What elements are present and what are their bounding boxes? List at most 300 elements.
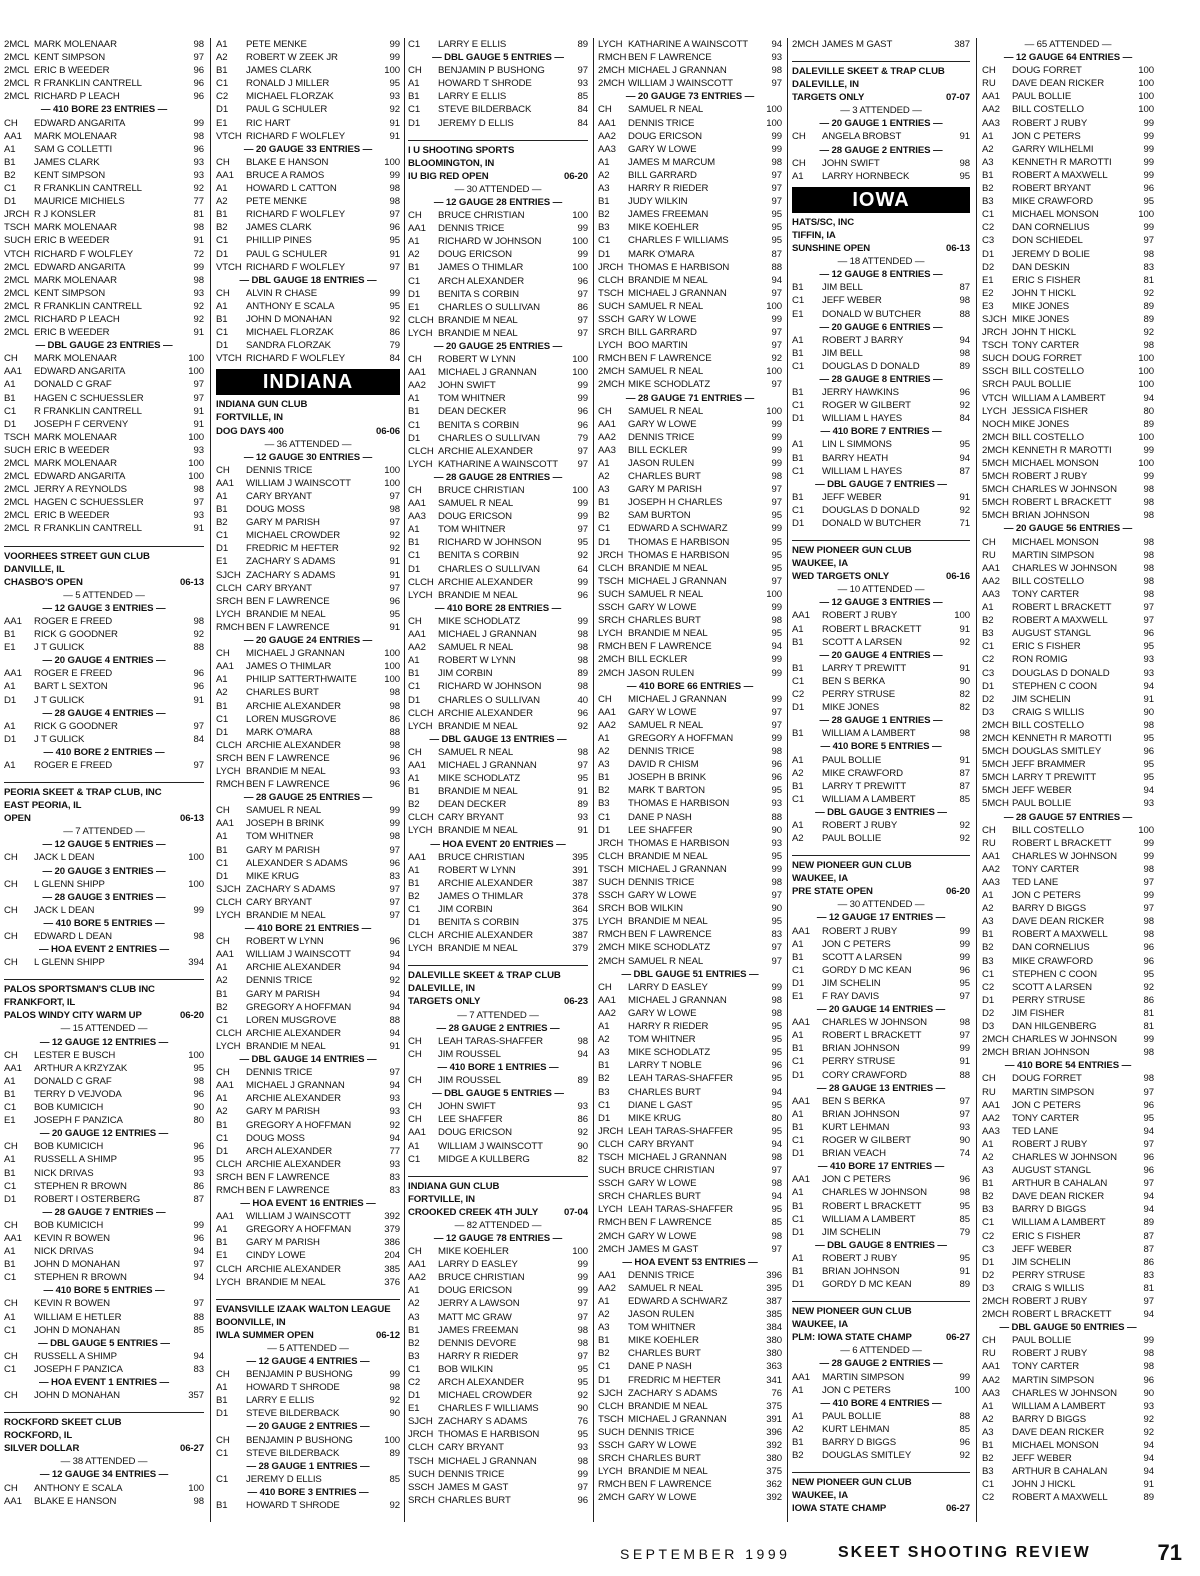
club-location: BOONVILLE, IN — [216, 1316, 286, 1328]
result-row — [982, 221, 1154, 234]
class-code: D1 — [408, 1390, 421, 1402]
class-code: SSCH — [598, 602, 625, 614]
shooter-name: KENNETH R MAROTTI — [1012, 732, 1112, 744]
class-code: D1 — [216, 1408, 229, 1420]
event-row — [792, 714, 970, 727]
score: 94 — [1143, 785, 1154, 797]
shooter-name: DOUG FORRET — [1012, 1073, 1082, 1085]
result-row — [982, 876, 1154, 889]
result-row — [598, 1007, 782, 1020]
result-row — [216, 1079, 400, 1092]
shooter-name: HOWARD L CATTON — [246, 183, 337, 195]
class-code: D2 — [982, 1007, 995, 1019]
event-row — [216, 1486, 400, 1499]
shooter-name: MICHAEL J GRANNAN — [628, 575, 727, 587]
shooter-name: GARY W LOWE — [628, 1440, 697, 1452]
class-code: AA1 — [792, 1095, 810, 1107]
shooter-name: CARY BRYANT — [438, 812, 504, 824]
event-header: — 28 GAUGE 8 ENTRIES — — [819, 373, 943, 385]
result-row — [982, 784, 1154, 797]
class-code: TSCH — [598, 575, 624, 587]
score: 100 — [384, 1434, 400, 1446]
result-row — [216, 1066, 400, 1079]
score: 97 — [193, 392, 204, 404]
result-row — [4, 143, 204, 156]
score: 98 — [1143, 588, 1154, 600]
class-code: CLCH — [598, 1400, 624, 1412]
score: 91 — [193, 327, 204, 339]
result-row — [598, 77, 782, 90]
class-code: B3 — [598, 798, 610, 810]
shooter-name: RICHARD W JOHNSON — [438, 236, 542, 248]
score: 100 — [572, 262, 588, 274]
score: 96 — [959, 1174, 970, 1186]
class-code: CLCH — [408, 707, 434, 719]
class-code: B1 — [982, 929, 994, 941]
shooter-name: J T GULICK — [34, 642, 85, 654]
result-row — [792, 964, 970, 977]
shooter-name: J T GULICK — [34, 694, 85, 706]
result-row — [4, 313, 204, 326]
class-code: 2MCL — [4, 327, 30, 339]
event-header: — 20 GAUGE 56 ENTRIES — — [1003, 523, 1133, 535]
result-row — [4, 1219, 204, 1232]
result-row — [598, 850, 782, 863]
score: 91 — [389, 621, 400, 633]
score: 97 — [771, 183, 782, 195]
score: 99 — [771, 667, 782, 679]
score: 98 — [1143, 1348, 1154, 1360]
attendance: — 30 ATTENDED — — [837, 899, 925, 911]
result-row — [982, 968, 1154, 981]
result-row — [982, 1387, 1154, 1400]
result-row — [4, 733, 204, 746]
result-row — [792, 925, 970, 938]
class-code: AA2 — [598, 719, 616, 731]
score: 98 — [577, 1455, 588, 1467]
club-location: DALEVILLE, IN — [408, 983, 475, 995]
shooter-name: SAMUEL R NEAL — [438, 642, 514, 654]
result-row — [982, 248, 1154, 261]
class-code: AA1 — [4, 366, 22, 378]
shooter-name: BRANDIE M NEAL — [246, 608, 326, 620]
class-code: A3 — [408, 1311, 420, 1323]
class-code: C1 — [598, 523, 611, 535]
class-code: JRCH — [598, 1125, 624, 1137]
class-code: 2MCH — [982, 732, 1009, 744]
result-row — [982, 1256, 1154, 1269]
shoot-name: WED TARGETS ONLY — [792, 571, 890, 583]
score: 98 — [1143, 916, 1154, 928]
event-row — [792, 425, 970, 438]
shooter-name: MATT MC GRAW — [438, 1311, 512, 1323]
shooter-name: GARY W LOWE — [628, 1492, 697, 1504]
score: 96 — [577, 419, 588, 431]
result-row — [982, 195, 1154, 208]
class-code: JRCH — [408, 1429, 434, 1441]
score: 87 — [1143, 1230, 1154, 1242]
class-code: B1 — [982, 1440, 994, 1452]
shooter-name: MICHAEL FLORZAK — [246, 91, 334, 103]
event-header: — 28 GAUGE 2 ENTRIES — — [819, 144, 943, 156]
result-row — [598, 509, 782, 522]
shooter-name: JIM FISHER — [1012, 1007, 1065, 1019]
club-name: VOORHEES STREET GUN CLUB — [4, 546, 204, 563]
result-row — [598, 732, 782, 745]
score: 98 — [1143, 562, 1154, 574]
class-code: C1 — [792, 465, 805, 477]
class-code: RMCH — [598, 353, 627, 365]
result-row — [408, 654, 588, 667]
shooter-name: PAUL G SCHULER — [246, 104, 328, 116]
score: 97 — [577, 65, 588, 77]
score: 100 — [384, 156, 400, 168]
class-code: SJCH — [598, 1387, 623, 1399]
result-row — [792, 1095, 970, 1108]
result-row — [4, 248, 204, 261]
event-header: — DBL GAUGE 8 ENTRIES — — [815, 1239, 947, 1251]
shooter-name: LEE SHAFFER — [438, 1114, 503, 1126]
score: 97 — [1143, 877, 1154, 888]
shooter-name: BARRY D BIGGS — [1012, 903, 1087, 915]
shooter-name: ANGELA BROBST — [822, 131, 902, 143]
attendance-row — [4, 825, 204, 838]
shoot-name: IU BIG RED OPEN — [408, 170, 489, 182]
class-code: E1 — [4, 642, 16, 654]
event-header: — 20 GAUGE 24 ENTRIES — — [243, 635, 373, 647]
shoot-date: 06-13 — [179, 576, 204, 588]
class-code: E3 — [982, 300, 994, 312]
shooter-name: R J KONSLER — [34, 209, 96, 221]
shoot-date: 06-13 — [179, 813, 204, 825]
result-row — [792, 1200, 970, 1213]
result-row — [982, 208, 1154, 221]
result-row — [216, 208, 400, 221]
class-code: CH — [408, 1101, 422, 1113]
result-row — [792, 130, 970, 143]
result-row — [598, 169, 782, 182]
result-row — [598, 1387, 782, 1400]
shooter-name: JEFF WEBER — [1012, 785, 1072, 797]
score: 99 — [1143, 1335, 1154, 1347]
attendance-row — [408, 1219, 588, 1232]
event-row — [216, 1197, 400, 1210]
result-row — [598, 1230, 782, 1243]
class-code: A1 — [982, 1138, 994, 1150]
class-code: AA1 — [4, 1232, 22, 1244]
class-code: LYCH — [598, 916, 623, 928]
score: 98 — [577, 655, 588, 667]
result-row — [4, 1245, 204, 1258]
score: 98 — [1143, 510, 1154, 522]
class-code: A1 — [216, 1382, 228, 1394]
shooter-name: HAGEN C SCHUESSLER — [34, 497, 144, 509]
score: 90 — [577, 1403, 588, 1415]
shooter-name: MICHAEL J GRANNAN — [628, 1413, 727, 1425]
class-code: A2 — [598, 1034, 610, 1046]
shooter-name: RUSSELL A SHIMP — [34, 1350, 117, 1362]
shooter-name: LARRY T PREWITT — [1012, 772, 1097, 784]
result-row — [4, 628, 204, 641]
shooter-name: ZACHARY S ADAMS — [246, 556, 336, 568]
shooter-name: GARY W LOWE — [628, 706, 697, 718]
score: 98 — [193, 615, 204, 627]
score: 97 — [1143, 903, 1154, 915]
shooter-name: ARCHIE ALEXANDER — [438, 445, 533, 457]
score: 95 — [771, 1099, 782, 1111]
score: 85 — [959, 1423, 970, 1435]
shooter-name: MICHAEL J GRANNAN — [438, 759, 537, 771]
score: 91 — [193, 418, 204, 430]
result-row — [408, 916, 588, 929]
class-code: SUCH — [408, 1468, 435, 1480]
score: 100 — [572, 210, 588, 222]
score: 95 — [771, 549, 782, 561]
result-row — [598, 1308, 782, 1321]
shooter-name: BENITA S CORBIN — [438, 288, 519, 300]
shooter-name: L GLENN SHIPP — [34, 878, 105, 890]
shooter-name: BARRY HEATH — [822, 452, 889, 464]
shooter-name: BENITA S CORBIN — [438, 550, 519, 562]
score: 96 — [193, 1232, 204, 1244]
result-row — [408, 353, 588, 366]
shooter-name: TOM WHITNER — [438, 524, 506, 536]
class-code: B2 — [982, 615, 994, 627]
class-code: B1 — [408, 91, 420, 103]
shooter-name: SAMUEL R NEAL — [246, 805, 322, 817]
class-code: A1 — [792, 1410, 804, 1422]
class-code: TSCH — [598, 287, 624, 299]
score: 387 — [572, 877, 588, 889]
class-code: CH — [4, 1350, 18, 1362]
shooter-name: DOUG ERICSON — [438, 511, 512, 523]
score: 89 — [389, 1447, 400, 1459]
score: 99 — [1143, 1034, 1154, 1046]
result-row — [598, 326, 782, 339]
result-row — [982, 64, 1154, 77]
result-row — [4, 117, 204, 130]
result-row — [982, 365, 1154, 378]
score: 99 — [389, 818, 400, 830]
shooter-name: JEREMY D ELLIS — [438, 117, 514, 129]
class-code: LYCH — [408, 720, 433, 732]
shooter-name: ARCHIE ALEXANDER — [246, 962, 341, 974]
shooter-name: MICHAEL J GRANNAN — [628, 994, 727, 1006]
shooter-name: MIKE KOEHLER — [438, 1246, 509, 1258]
event-row — [4, 1376, 204, 1389]
score: 387 — [766, 1296, 782, 1307]
result-row — [598, 470, 782, 483]
result-row — [216, 700, 400, 713]
result-row — [598, 1138, 782, 1151]
class-code: C1 — [408, 39, 421, 50]
score: 100 — [188, 431, 204, 443]
shoot-date: 06-20 — [563, 170, 588, 182]
event-row — [598, 392, 782, 405]
shoot-name: PLM: IOWA STATE CHAMP — [792, 1332, 912, 1344]
class-code: A3 — [982, 1426, 994, 1438]
shooter-name: MARK MOLENAAR — [34, 458, 117, 469]
result-row — [598, 195, 782, 208]
score: 94 — [577, 1048, 588, 1060]
shooter-name: SAMUEL R NEAL — [628, 1282, 704, 1294]
shooter-name: JASON RULEN — [628, 667, 695, 679]
result-row — [598, 955, 782, 968]
class-code: D1 — [408, 917, 421, 929]
event-header: — 20 GAUGE 25 ENTRIES — — [433, 340, 563, 352]
class-code: CH — [792, 157, 806, 169]
shooter-name: CHARLES W JOHNSON — [1012, 1151, 1117, 1163]
score: 97 — [959, 991, 970, 1002]
score: 95 — [771, 916, 782, 928]
class-code: A3 — [598, 759, 610, 771]
score: 95 — [771, 222, 782, 234]
class-code: CH — [216, 1434, 230, 1446]
event-header: — DBL GAUGE 50 ENTRIES — — [999, 1322, 1137, 1334]
shooter-name: BRIAN JOHNSON — [822, 1108, 900, 1120]
score: 92 — [959, 504, 970, 516]
result-row — [792, 623, 970, 636]
shooter-name: ALEXANDER S ADAMS — [246, 857, 348, 869]
result-row — [216, 726, 400, 739]
event-header: — DBL GAUGE 5 ENTRIES — — [432, 1088, 564, 1100]
result-row — [982, 392, 1154, 405]
score: 98 — [389, 183, 400, 195]
result-row — [216, 935, 400, 948]
result-row — [598, 287, 782, 300]
results-column-6 — [982, 38, 1154, 1505]
class-code: VTCH — [982, 392, 1008, 404]
attendance-row — [216, 438, 400, 451]
shooter-name: DENNIS TRICE — [628, 117, 695, 129]
shooter-name: BRANDIE M NEAL — [438, 943, 518, 955]
class-code: 2MCH — [982, 1034, 1009, 1046]
score: 99 — [959, 1371, 970, 1383]
result-row — [4, 1114, 204, 1127]
shooter-name: CHARLES W JOHNSON — [1012, 1387, 1117, 1399]
score: 95 — [771, 1047, 782, 1059]
class-code: 2MCL — [4, 484, 30, 496]
score: 91 — [389, 248, 400, 260]
class-code: CLCH — [408, 1442, 434, 1454]
class-code: CLCH — [598, 1138, 624, 1150]
club-location: FRANKFORT, IL — [4, 997, 76, 1009]
shooter-name: DONALD C GRAF — [34, 1075, 112, 1087]
shoot-date: 06-27 — [179, 1443, 204, 1455]
score: 94 — [771, 1086, 782, 1098]
result-row — [982, 562, 1154, 575]
class-code: CH — [598, 405, 612, 417]
score: 99 — [771, 458, 782, 469]
class-code: AA1 — [792, 1371, 810, 1383]
shooter-name: JAMES M GAST — [822, 39, 893, 50]
shooter-name: DAN CORNELIUS — [1012, 222, 1090, 234]
shooter-name: STEVE BILDERBACK — [246, 1408, 340, 1420]
class-code: 2MCH — [598, 1230, 625, 1242]
score: 378 — [572, 890, 588, 902]
score: 95 — [389, 608, 400, 620]
result-row — [792, 334, 970, 347]
shooter-name: MARTIN SIMPSON — [1012, 549, 1095, 561]
score: 83 — [389, 870, 400, 882]
score: 95 — [389, 78, 400, 90]
result-row — [598, 1282, 782, 1295]
shooter-name: KATHARINE A WAINSCOTT — [628, 39, 748, 50]
result-row — [982, 732, 1154, 745]
score: 92 — [1143, 1413, 1154, 1425]
result-row — [216, 817, 400, 830]
class-code: D1 — [4, 1193, 17, 1205]
event-row — [408, 602, 588, 615]
score: 99 — [959, 925, 970, 937]
shoot-date: 06-13 — [945, 243, 970, 255]
result-row — [4, 287, 204, 300]
result-row — [982, 850, 1154, 863]
result-row — [4, 522, 204, 535]
shooter-name: CHARLES BURT — [246, 687, 319, 699]
event-header: — HOA EVENT 20 ENTRIES — — [430, 838, 566, 850]
class-code: B3 — [408, 1350, 420, 1362]
result-row — [792, 294, 970, 307]
result-row — [598, 1190, 782, 1203]
result-row — [408, 1481, 588, 1494]
score: 97 — [771, 497, 782, 509]
club-name: DALEVILLE SKEET & TRAP CLUB — [408, 965, 588, 982]
score: 95 — [577, 773, 588, 785]
shooter-name: RICHARD P LEACH — [34, 91, 120, 103]
score: 92 — [193, 183, 204, 195]
score: 81 — [193, 209, 204, 221]
class-code: CLCH — [216, 1263, 242, 1275]
event-row — [216, 1355, 400, 1368]
score: 96 — [1143, 955, 1154, 967]
shooter-name: LARRY E ELLIS — [438, 39, 507, 50]
result-row — [408, 1048, 588, 1061]
result-row — [216, 90, 400, 103]
result-row — [598, 431, 782, 444]
result-row — [408, 1494, 588, 1507]
result-row — [4, 169, 204, 182]
shooter-name: KEVIN R BOWEN — [34, 1232, 110, 1244]
class-code: RMCH — [216, 779, 245, 791]
result-row — [982, 706, 1154, 719]
attendance-row — [792, 583, 970, 596]
class-code: JRCH — [598, 837, 624, 849]
class-code: A1 — [598, 156, 610, 168]
class-code: C1 — [982, 1479, 995, 1491]
score: 380 — [766, 1348, 782, 1360]
score: 99 — [389, 1369, 400, 1381]
result-row — [408, 811, 588, 824]
class-code: CH — [4, 353, 18, 365]
shooter-name: DEAN DECKER — [438, 406, 507, 418]
score: 87 — [959, 282, 970, 294]
score: 86 — [193, 1180, 204, 1192]
result-row — [598, 444, 782, 457]
event-row — [792, 321, 970, 334]
shooter-name: ROGER W GILBERT — [822, 400, 911, 412]
event-header: — 12 GAUGE 3 ENTRIES — — [819, 597, 943, 609]
shooter-name: NICK DRIVAS — [34, 1246, 94, 1258]
class-code: CH — [408, 354, 422, 366]
event-row — [982, 522, 1154, 535]
class-code: AA1 — [408, 367, 426, 379]
event-header: — DBL GAUGE 18 ENTRIES — — [239, 274, 377, 286]
score: 97 — [771, 942, 782, 954]
shooter-name: BILL COSTELLO — [1012, 575, 1084, 587]
shooter-name: BENITA S CORBIN — [438, 917, 519, 929]
shooter-name: AUGUST STANGL — [1012, 628, 1091, 640]
